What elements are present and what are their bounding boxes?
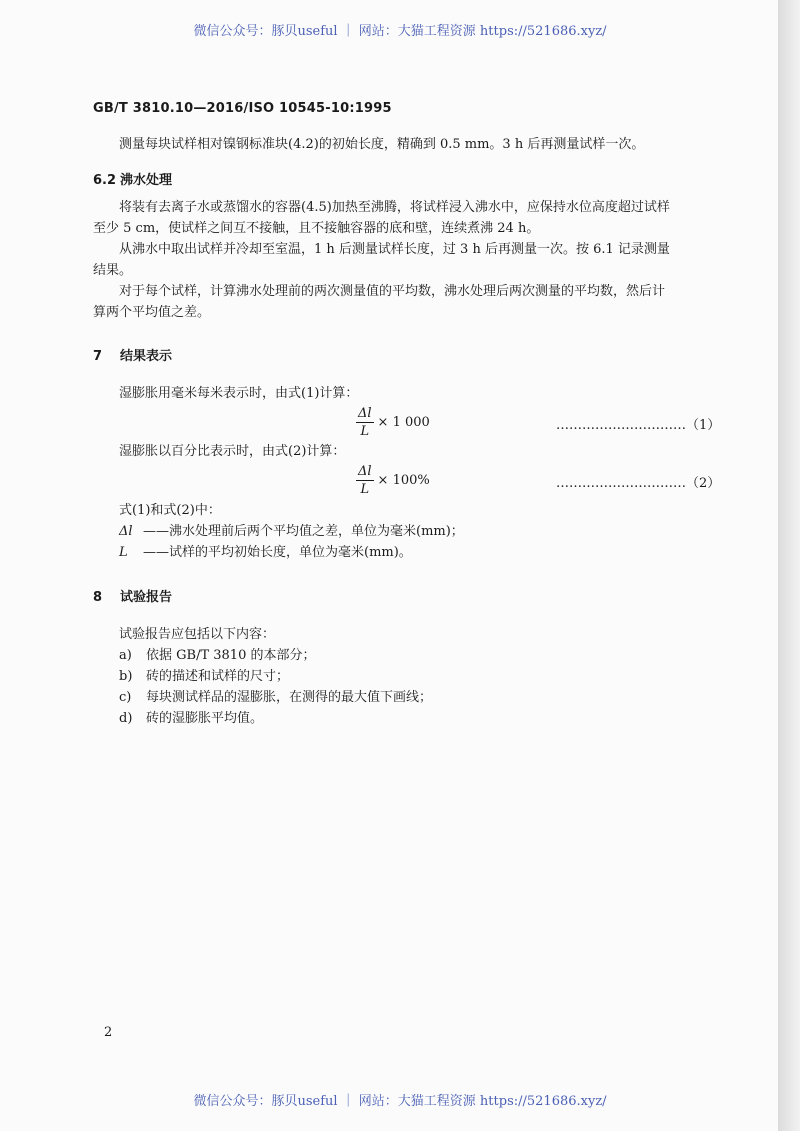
scan-edge: [778, 0, 800, 1131]
paragraph-line: 从沸水中取出试样并冷却至室温，1 h 后测量试样长度，过 3 h 后再测量一次。按 6.1 记录测量: [119, 242, 670, 257]
section-heading-6-2: [93, 169, 172, 188]
equation-number-2: …………………………（2）: [556, 476, 721, 491]
definition-symbol: L: [119, 545, 128, 560]
paragraph-line: 算两个平均值之差。: [93, 305, 211, 320]
list-item: [119, 690, 432, 706]
formula-where: 式(1)和式(2)中：: [119, 503, 221, 518]
list-item-text: 每块测试样品的湿膨胀，在测得的最大值下画线；: [146, 690, 433, 705]
section-number: 8: [93, 590, 103, 605]
section-number: 6.2: [93, 173, 117, 188]
section-title: 沸水处理: [120, 173, 173, 188]
formula-2: [356, 464, 430, 497]
fraction-denominator: L: [360, 424, 370, 439]
fraction: [356, 406, 374, 439]
section-number: 7: [93, 349, 103, 364]
definition-l: [119, 545, 412, 561]
list-item-text: 砖的描述和试样的尺寸；: [146, 669, 290, 684]
formula-intro-2: 湿膨胀以百分比表示时，由式(2)计算：: [119, 444, 346, 459]
equation-number-1: …………………………（1）: [556, 418, 721, 433]
section-heading-8: [93, 586, 172, 605]
definition-delta-l: [119, 524, 464, 540]
paragraph-line: 将装有去离子水或蒸馏水的容器(4.5)加热至沸腾，将试样浸入沸水中，应保持水位高度超过试样: [119, 200, 670, 215]
page-number: 2: [104, 1025, 113, 1040]
fraction: [356, 464, 374, 497]
list-item-text: 依据 GB/T 3810 的本部分；: [146, 648, 316, 663]
formula-1: [356, 406, 430, 439]
definition-text: ——沸水处理前后两个平均值之差，单位为毫米(mm)；: [143, 524, 464, 539]
watermark-bottom: 微信公众号：豚贝useful ｜ 网站：大猫工程资源 https://521686.xyz/: [193, 1094, 607, 1109]
section-title: 结果表示: [120, 349, 173, 364]
paragraph-line: 对于每个试样，计算沸水处理前的两次测量值的平均数，沸水处理后两次测量的平均数，然后计: [119, 284, 666, 299]
paragraph-measure: 测量每块试样相对镍钢标准块(4.2)的初始长度，精确到 0.5 mm。3 h 后再测量试样一次。: [119, 137, 645, 152]
watermark-top: 微信公众号：豚贝useful ｜ 网站：大猫工程资源 https://521686.xyz/: [193, 24, 607, 39]
fraction-numerator: Δl: [358, 464, 372, 479]
section-title: 试验报告: [120, 590, 173, 605]
paragraph-line: 至少 5 cm，使试样之间互不接触，且不接触容器的底和壁，连续煮沸 24 h。: [93, 221, 540, 236]
list-item: [119, 711, 263, 727]
fraction-denominator: L: [360, 482, 370, 497]
report-intro: 试验报告应包括以下内容：: [119, 627, 276, 642]
list-item: [119, 648, 315, 664]
formula-factor: × 1 000: [377, 415, 430, 430]
list-item-label: a): [119, 648, 132, 663]
list-item-label: b): [119, 669, 133, 684]
list-item: [119, 669, 289, 685]
paragraph-line: 结果。: [93, 263, 133, 278]
list-item-label: d): [119, 711, 133, 726]
definition-text: ——试样的平均初始长度，单位为毫米(mm)。: [143, 545, 412, 560]
formula-intro-1: 湿膨胀用毫米每米表示时，由式(1)计算：: [119, 386, 359, 401]
section-heading-7: [93, 345, 172, 364]
definition-symbol: Δl: [119, 524, 133, 539]
formula-factor: × 100%: [377, 473, 430, 488]
list-item-text: 砖的湿膨胀平均值。: [146, 711, 264, 726]
list-item-label: c): [119, 690, 132, 705]
standard-number: GB/T 3810.10—2016/ISO 10545-10:1995: [93, 101, 392, 116]
fraction-numerator: Δl: [358, 406, 372, 421]
